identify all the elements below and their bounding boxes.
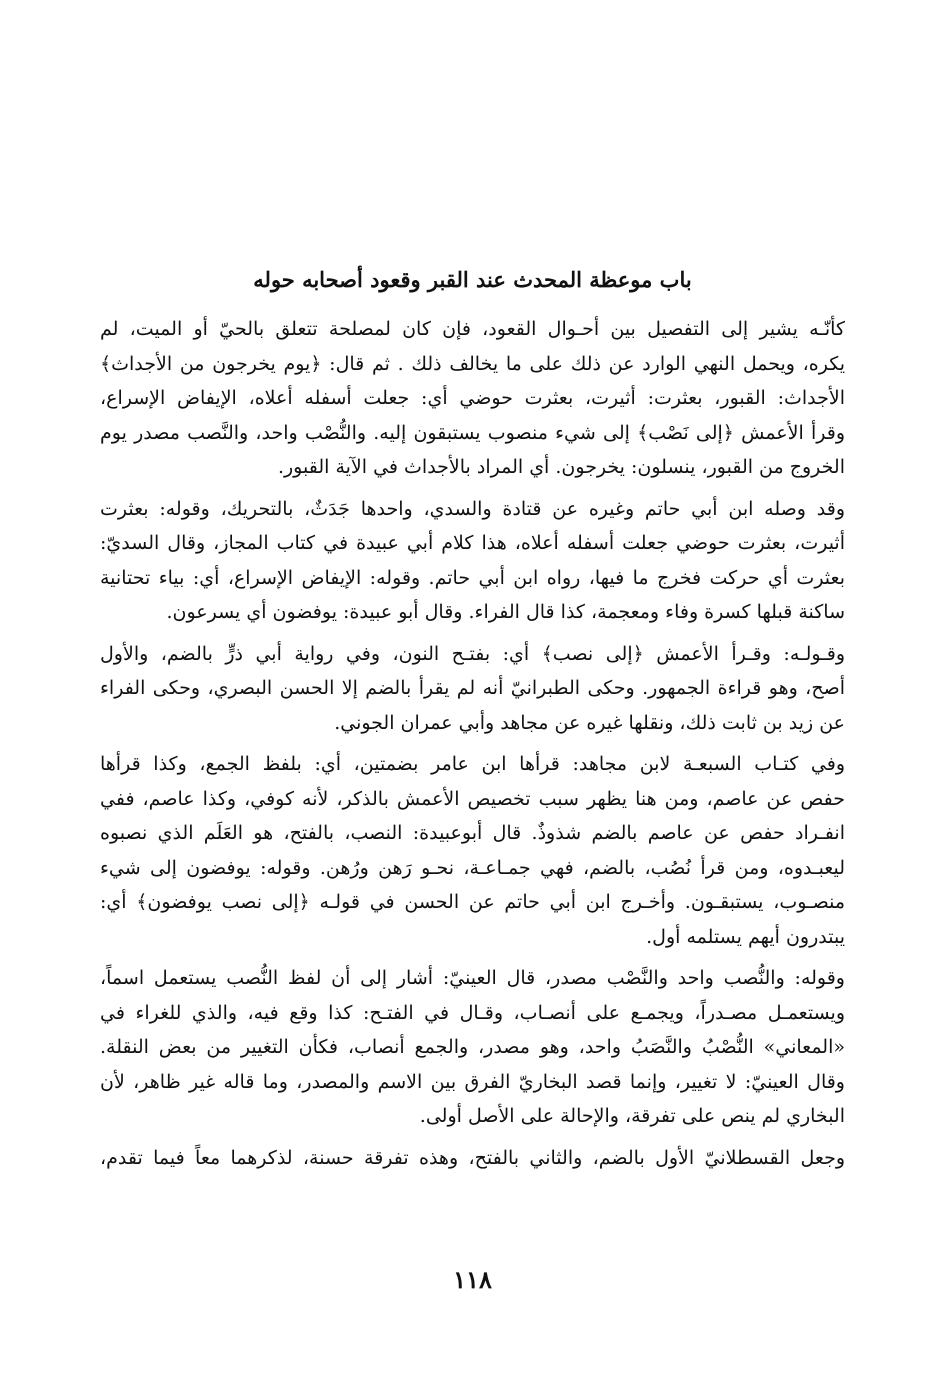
text-line: حفص عن عاصم، ومن هنا يظهر سبب تخصيص الأعمش بالذكر، لأنه كوفي، وكذا عاصم، ففي <box>100 787 845 810</box>
text-line: وقـولـه: وقـرأ الأعمش ﴿إلى نصب﴾ أي: بفتـح النون، وفي رواية أبي ذرٍّ بالضم، والأول <box>100 642 845 665</box>
paragraph-2 <box>100 492 845 630</box>
text-line: وقرأ الأعمش ﴿إلى نَصْب﴾ إلى شيء منصوب يستبقون إليه. والنُّصْب واحد، والنَّصب مصدر يوم <box>100 421 845 444</box>
text-line: وقوله: والنُّصب واحد والنَّصْب مصدر، قال العينيّ: أشار إلى أن لفظ النُّصب يستعمل اسماً، <box>100 967 845 989</box>
text-line: كأنّـه يشير إلى التفصيل بين أحـوال القعود، فإن كان لمصلحة تتعلق بالحيّ أو الميت، لم <box>100 318 845 340</box>
page-number: ١١٨ <box>453 1265 492 1294</box>
text-line: منصـوب، يستبقـون. وأخـرج ابن أبي حاتم عن الحسن في قولـه ﴿إلى نصب يوفضون﴾ أي: <box>100 891 845 913</box>
text-line: وقد وصله ابن أبي حاتم وغيره عن قتادة والسدي، واحدها جَدَثٌ، بالتحريك، وقوله: بعثرت <box>100 497 845 520</box>
paragraph-4 <box>100 747 845 954</box>
text-line: ساكنة قبلها كسرة وفاء ومعجمة، كذا قال الفراء. وقال أبو عبيدة: يوفضون أي يسرعون. <box>166 601 845 623</box>
chapter-heading: باب موعظة المحدث عند القبر وقعود أصحابه حوله <box>253 267 692 292</box>
text-line: ليعبـدوه، ومن قرأ نُصُب، بالضم، فهي جمـاعـة، نحـو رَهن ورُهن. وقوله: يوفضون إلى شيء <box>100 856 845 879</box>
text-line: انفـراد حفص عن عاصم بالضم شذوذٌ. قال أبوعبيدة: النصب، بالفتح، هو العَلَم الذي نصبوه <box>100 822 845 844</box>
body-text <box>100 312 845 1175</box>
text-line: بعثرت أي حركت فخرج ما فيها، رواه ابن أبي حاتم. وقوله: الإيفاض الإسراع، أي: بياء تحتانية <box>100 566 845 589</box>
text-line: وجعل القسطلانيّ الأول بالضم، والثاني بالفتح، وهذه تفرقة حسنة، لذكرهما معاً فيما تقدم، <box>100 1146 845 1169</box>
paragraph-5 <box>100 961 845 1134</box>
text-line: ويستعمـل مصـدراً، ويجمـع على أنصـاب، وقـال في الفتـح: كذا وقع فيه، والذي للغراء في <box>100 1001 845 1024</box>
text-line: وقال العينيّ: لا تغيير، وإنما قصد البخاريّ الفرق بين الاسم والمصدر، وما قاله غير ظاهر، لأن <box>100 1070 845 1093</box>
text-line: «المعاني» النُّصْبُ والنَّصَبُ واحد، وهو مصدر، والجمع أنصاب، فكأن التغيير من بعض النقلة. <box>100 1036 845 1058</box>
text-line: أثيرت، بعثرت حوضي جعلت أسفله أعلاه، هذا كلام أبي عبيدة في كتاب المجاز، وقال السديّ: <box>100 532 845 554</box>
paragraph-6 <box>100 1141 845 1176</box>
text-line: الأجداث: القبور، بعثرت: أثيرت، بعثرت حوضي أي: جعلت أسفله أعلاه، الإيفاض الإسراع، <box>100 387 845 409</box>
text-line: أصح، وهو قراءة الجمهور. وحكى الطبرانيّ أنه لم يقرأ بالضم إلا الحسن البصري، وحكى الفراء <box>100 677 845 699</box>
text-line: عن زيد بن ثابت ذلك، ونقلها غيره عن مجاهد وأبي عمران الجوني. <box>334 711 845 734</box>
paragraph-1 <box>100 312 845 485</box>
text-line: وفي كتـاب السبعـة لابن مجاهد: قرأها ابن عامر بضمتين، أي: بلفظ الجمع، وكذا قرأها <box>100 753 845 775</box>
text-line: البخاري لم ينص على تفرقة، والإحالة على الأصل أولى. <box>419 1105 845 1127</box>
text-line: يبتدرون أيهم يستلمه أول. <box>646 925 845 948</box>
text-line: الخروج من القبور، ينسلون: يخرجون. أي المراد بالأجداث في الآية القبور. <box>277 456 845 478</box>
paragraph-3 <box>100 637 845 741</box>
text-line: يكره، ويحمل النهي الوارد عن ذلك على ما يخالف ذلك . ثم قال: ﴿يوم يخرجون من الأجداث﴾ <box>100 352 845 375</box>
